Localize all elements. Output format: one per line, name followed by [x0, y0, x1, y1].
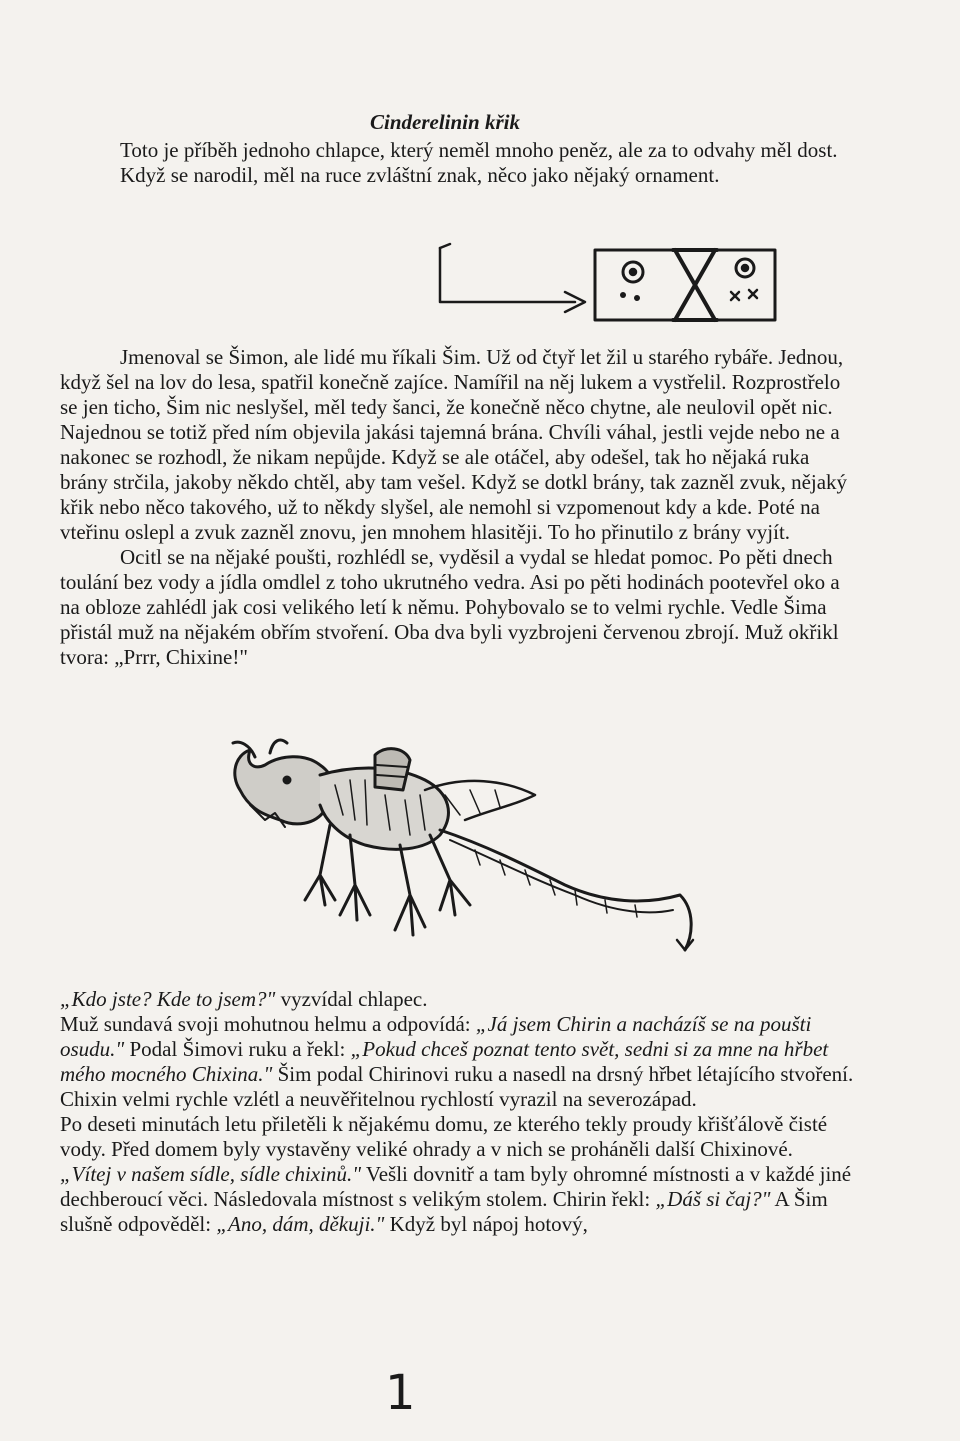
- ornament-sketch: [435, 240, 785, 335]
- dialogue-block: [60, 987, 860, 1237]
- dialogue-paragraph-1: [60, 987, 860, 1012]
- dialogue-text: Muž sundavá svoji mohutnou helmu a odpovídá:: [60, 1012, 476, 1036]
- dialogue-text: vyzvídal chlapec.: [275, 987, 428, 1011]
- quote-pokud-chces: „Pokud chceš poznat tento svět, sedni si za mne na hřbet mého mocného Chixina.": [60, 1037, 829, 1086]
- quote-das-si-caj: „Dáš si čaj?": [655, 1187, 771, 1211]
- intro-paragraph-2: Když se narodil, měl na ruce zvláštní znak, něco jako nějaký ornament.: [120, 163, 720, 187]
- story-block: [60, 345, 860, 670]
- dialogue-text: Šim podal Chirinovi ruku a nasedl na drsný hřbet létajícího stvoření. Chixin velmi rychle vzlétl a neuvěřitelnou rychlostí vyrazil na severozápad.: [60, 1062, 854, 1111]
- intro-paragraph-1: Toto je příběh jednoho chlapce, který neměl mnoho peněz, ale za to odvahy měl dost.: [120, 138, 838, 162]
- quote-vitej: „Vítej v našem sídle, sídle chixinů.": [60, 1162, 362, 1186]
- dialogue-text: Když byl nápoj hotový,: [384, 1212, 588, 1236]
- intro-block: [60, 138, 850, 188]
- story-title: Cinderelinin křik: [370, 110, 520, 134]
- story-paragraph-2: Ocitl se na nějaké poušti, rozhlédl se, vyděsil a vydal se hledat pomoc. Po pěti dnech toulání bez vody a jídla omdlel z toho ukrutného vedra. Asi po pěti hodinách pootevřel oko a na obloze zahlédl jak cosi velikého letí k němu. Pohybovalo se to velmi rychle. Vedle Šima přistál muž na nějakém obřím stvoření. Oba dva byli vyzbrojeni červenou zbrojí. Muž okřikl tvora: „Prrr, Chixine!": [60, 545, 840, 669]
- dialogue-paragraph-3: Po deseti minutách letu přiletěli k nějakému domu, ze kterého tekly proudy křišťálově čisté vody. Před domem byly vystavěny veliké ohrady a v nich se proháněli další Chixinové.: [60, 1112, 828, 1161]
- page-number: 1: [385, 1365, 416, 1421]
- story-paragraph-1: Jmenoval se Šimon, ale lidé mu říkali Šim. Už od čtyř let žil u starého rybáře. Jednou, když šel na lov do lesa, spatřil konečně zajíce. Namířil na něj lukem a vystřelil. Rozprostřelo se jen ticho, Šim nic neslyšel, měl tedy šanci, že konečně něco chytne, ale neulovil opět nic. Najednou se totiž před ním objevila jakási tajemná brána. Chvíli váhal, jestli vejde nebo ne a nakonec se rozhodl, že nikam nepůjde. Když se ale otáčel, aby odešel, tak ho nějaká ruka brány strčila, jakoby někdo chtěl, aby tam vešel. Když se dotkl brány, tak zazněl zvuk, nějaký křik nebo něco takového, už to někdy slyšel, ale nemohl si vzpomenout kdy a kde. Poté na vteřinu oslepl a zvuk zazněl znovu, jen mnohem hlasitěji. To ho přinutilo z brány vyjít.: [60, 345, 848, 544]
- quote-ano-dam: „Ano, dám, děkuji.": [216, 1212, 385, 1236]
- dialogue-paragraph-2: [60, 1012, 860, 1112]
- dialogue-text: Podal Šimovi ruku a řekl:: [124, 1037, 351, 1061]
- creature-illustration: [225, 735, 705, 975]
- dialogue-paragraph-4: [60, 1162, 860, 1237]
- quote-ja-jsem-chirin: „Já jsem Chirin a nacházíš se na poušti osudu.": [60, 1012, 812, 1061]
- dialogue-text: A Šim slušně odpověděl:: [60, 1187, 828, 1236]
- quote-kdo-jste: „Kdo jste? Kde to jsem?": [60, 987, 276, 1011]
- dialogue-text: Vešli dovnitř a tam byly ohromné místnosti a v každé jiné dechberoucí věci. Následovala místnost s velikým stolem. Chirin řekl:: [60, 1162, 852, 1211]
